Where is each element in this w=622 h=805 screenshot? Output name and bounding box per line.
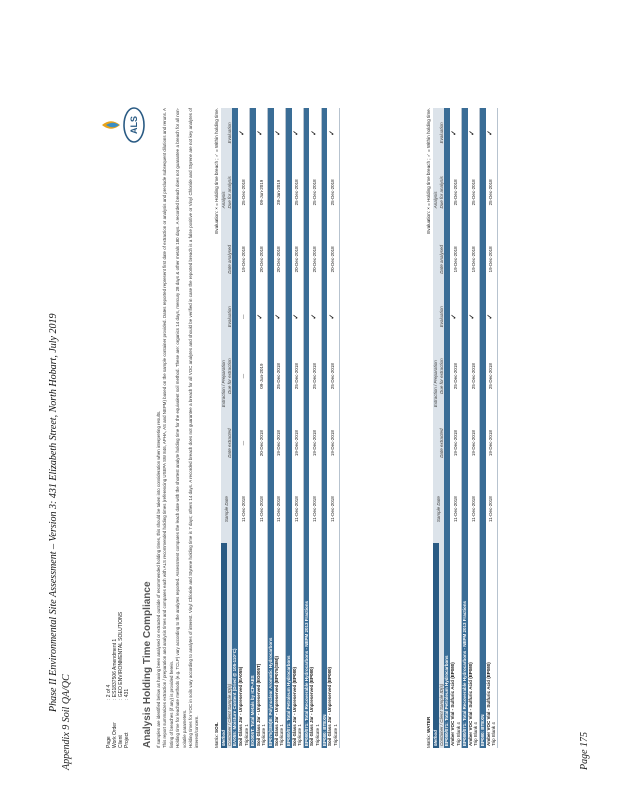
table-group-row: EP080/071: Total Petroleum Hydrocarbons (444, 108, 450, 748)
footer-appendix: Appendix 9 Soil QA/QC (61, 674, 72, 770)
table-row: Amber VOC Vial - Sulfuric Acid (EP080) Trip Blank 4 11-Dec-2018 19-Dec-2018 25-Dec-2018 ✓ 19-Dec-2018 25-Dec-2018 ✓ (468, 108, 480, 748)
table-group-row: EP075(SIM)B: Polynuclear Aromatic Hydrocarbons (268, 108, 274, 748)
matrix-soil-row: Matrix: SOIL Evaluation: × = Holding time breach ; ✓ = Within holding time. (214, 108, 220, 748)
table-row: Amber VOC Vial - Sulfuric Acid (EP080) Trip Blank 4 11-Dec-2018 19-Dec-2018 25-Dec-2018 ✓ 19-Dec-2018 25-Dec-2018 ✓ (450, 108, 462, 748)
table-row: Amber VOC Vial - Sulfuric Acid (EP080) Trip Blank 4 11-Dec-2018 19-Dec-2018 25-Dec-2018 ✓ 19-Dec-2018 25-Dec-2018 ✓ (486, 108, 498, 748)
water-holding-time-table: Method Sample Date Extraction / Preparation Analysis Container / Client Sample ID(s) Date extracted Due for extraction Evaluation Date analysed Due for analysis Evaluation EP080/071: Total Petroleum Hydrocarbons Amber VOC Vial - Sulfuric Acid (EP080) Trip Blank 4 11-Dec-2018 19-Dec-2018 25-Dec-2018 ✓ 19-Dec-2018 25-Dec-2018 ✓ EP080/071: Total Recoverable Hydrocarbons - NEPM 2013 Fractions Amber VOC Vial - Sulfuric Acid (EP080) Trip Blank 4 11-Dec-2018 19-Dec-2018 25-Dec-2018 ✓ 19-Dec-2018 25-Dec-2018 ✓ EP080: BTEXN Amber VOC Vial - Sulfuric Acid (EP080) Trip Blank 4 11-Dec-2018 19-Dec-2018 25-Dec-2018 ✓ 19-Dec-2018 25-Dec-2018 ✓ (433, 108, 498, 748)
table-row: Soil Glass Jar - Unpreserved (EP080) Triplicate 1 11-Dec-2018 19-Dec-2018 25-Dec-2018 ✓ 20-Dec-2018 25-Dec-2018 ✓ (292, 108, 304, 748)
table-group-row: EP080/071: Total Recoverable Hydrocarbons - NEPM 2013 Fractions (303, 108, 309, 748)
intro-text: If samples are identified below as having been analysed or extracted outside of recommended holding times, this should be taken into consideration when interpreting results. This report summarizes extraction / preparation and analysis times and compares each with ALS recommended holding times (referencing USEPA SW 846, APHA, AS and NEPM) based on the sample container provided. Dates reported represent first date of extraction or analysis and preclude subsequent dilutions and reruns. A listing of breaches (if any) is provided herein. Holding time for leachate methods (e.g. TCLP) vary according to the analytes reported. Assessment compares the leach date with the shortest analyte holding time for the equivalent soil method. These are: organics 14 days, mercury 28 days & other metals 180 days. A recorded breach does not guarantee a breach for all non-volatile parameters. Holding times for VOC in soils vary according to analytes of interest. Vinyl Chloride and Styrene holding time is 7 days; others 14 days. A recorded breach does not guarantee a breach for all VOC analytes and should be verified in case the reported breach is a false positive or Vinyl Chloride and Styrene are not key analytes of interest/concern. (156, 108, 200, 748)
document-header: Phase II Environmental Site Assessment – Version 3: 431 Elizabeth Street, North Hobart, July 2019 (48, 313, 59, 712)
table-group-row: EP080: BTEXN (480, 108, 486, 748)
table-row: Soil Glass Jar - Unpreserved (EG005T) Triplicate 1 11-Dec-2018 20-Dec-2018 09-Jun-2019 ✓ 20-Dec-2018 09-Jun-2019 ✓ (256, 108, 268, 748)
table-group-row: EG005T: Total Metals by ICP-AES (250, 108, 256, 748)
report-metadata: Page: 2 of 4 Work Order: ES1837506 Amendment 1 Client: GEO ENVIRONMENTAL SOLUTIONS Project: 431 (106, 611, 130, 748)
als-logo (100, 106, 146, 144)
table-row: Soil Glass Jar - Unpreserved (EP075(SIM)) Triplicate 1 11-Dec-2018 19-Dec-2018 25-Dec-2018 ✓ 20-Dec-2018 28-Jan-2019 ✓ (274, 108, 286, 748)
table-row: Soil Glass Jar - Unpreserved (EA055) Triplicate 1 11-Dec-2018 — — — 19-Dec-2018 25-Dec-2018 ✓ (238, 108, 250, 748)
table-row: Soil Glass Jar - Unpreserved (EP080) Triplicate 1 11-Dec-2018 19-Dec-2018 25-Dec-2018 ✓ 20-Dec-2018 25-Dec-2018 ✓ (327, 108, 339, 748)
table-row: Soil Glass Jar - Unpreserved (EP080) Triplicate 1 11-Dec-2018 19-Dec-2018 25-Dec-2018 ✓ 20-Dec-2018 25-Dec-2018 ✓ (309, 108, 321, 748)
matrix-water-row: Matrix: WATER Evaluation: × = Holding time breach ; ✓ = Within holding time. (426, 108, 432, 748)
table-group-row: EP080/071: Total Recoverable Hydrocarbons - NEPM 2013 Fractions (462, 108, 468, 748)
soil-holding-time-table: Method Sample Date Extraction / Preparation Analysis Container / Client Sample ID(s) Date extracted Due for extraction Evaluation Date analysed Due for analysis Evaluation EA055: Moisture Content (Dried @ 105-110°C) Soil Glass Jar - Unpreserved (EA055) Triplicate 1 11-Dec-2018 — — — 19-Dec-2018 25-Dec-2018 ✓ EG005T: Total Metals by ICP-AES Soil Glass Jar - Unpreserved (EG005T) Triplicate 1 11-Dec-2018 20-Dec-2018 09-Jun-2019 ✓ 20-Dec-2018 09-Jun-2019 ✓ EP075(SIM)B: Polynuclear Aromatic Hydrocarbons Soil Glass Jar - Unpreserved (EP075(SIM)) Triplicate 1 11-Dec-2018 19-Dec-2018 25-Dec-2018 ✓ 20-Dec-2018 28-Jan-2019 ✓ EP080/071: Total Petroleum Hydrocarbons Soil Glass Jar - Unpreserved (EP080) Triplicate 1 11-Dec-2018 19-Dec-2018 25-Dec-2018 ✓ 20-Dec-2018 25-Dec-2018 ✓ EP080/071: Total Recoverable Hydrocarbons - NEPM 2013 Fractions Soil Glass Jar - Unpreserved (EP080) Triplicate 1 11-Dec-2018 19-Dec-2018 25-Dec-2018 ✓ 20-Dec-2018 25-Dec-2018 ✓ EP080: BTEXN Soil Glass Jar - Unpreserved (EP080) Triplicate 1 11-Dec-2018 19-Dec-2018 25-Dec-2018 ✓ 20-Dec-2018 25-Dec-2018 ✓ (221, 108, 340, 748)
table-group-row: EP080: BTEXN (321, 108, 327, 748)
rotated-report-sheet (94, 94, 570, 754)
table-group-row: EA055: Moisture Content (Dried @ 105-110°C) (232, 108, 238, 748)
report-title: Analysis Holding Time Compliance (142, 581, 153, 748)
table-group-row: EP080/071: Total Petroleum Hydrocarbons (285, 108, 291, 748)
footer-page-number: Page 175 (579, 731, 590, 770)
svg-text:ALS: ALS (129, 116, 139, 134)
